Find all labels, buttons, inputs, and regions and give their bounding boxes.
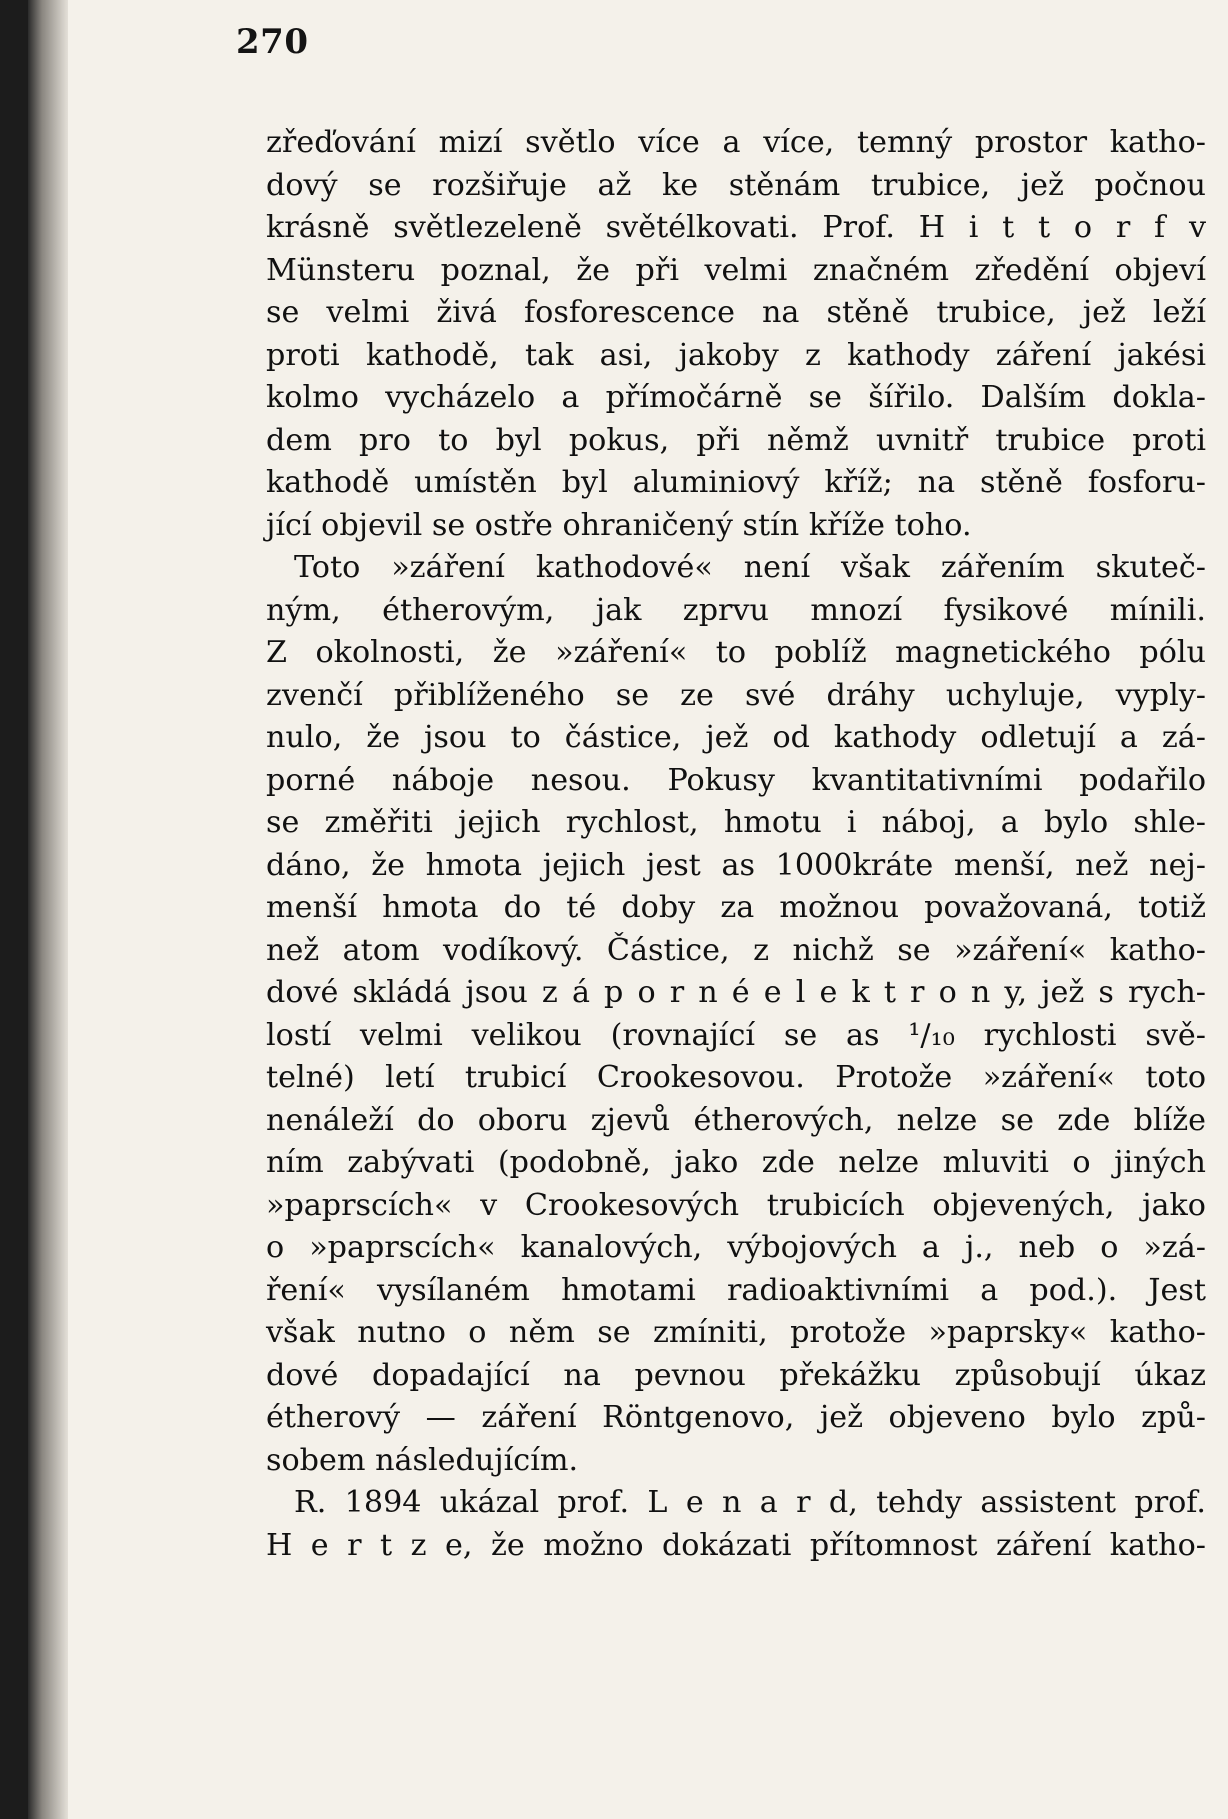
text-line: se změřiti jejich rychlost, hmotu i náboj, a bylo shle-	[266, 805, 1206, 840]
text-line: R. 1894 ukázal prof. L e n a r d, tehdy assistent prof.	[294, 1485, 1206, 1520]
text-line: telné) letí trubicí Crookesovou. Protože »záření« toto	[266, 1060, 1206, 1095]
text-line: lostí velmi velikou (rovnající se as ¹/₁₀ rychlosti svě-	[266, 1017, 1206, 1053]
text-line: nulo, že jsou to částice, jež od kathody odletují a zá-	[266, 720, 1206, 755]
text-line: sobem následujícím.	[266, 1442, 579, 1478]
binding-shadow	[28, 0, 68, 1819]
text-line: krásně světlezeleně světélkovati. Prof. H i t t o r f v	[266, 210, 1206, 245]
text-line: zřeďování mizí světlo více a více, temný prostor katho-	[266, 125, 1206, 160]
text-line: o »paprscích« kanalových, výbojových a j., neb o »zá-	[266, 1230, 1206, 1265]
text-line: dové skládá jsou z á p o r n é e l e k t r o n y, jež s rych-	[266, 975, 1206, 1010]
book-page	[28, 0, 1228, 1819]
paragraph	[266, 122, 1206, 547]
text-line: zvenčí přiblíženého se ze své dráhy uchyluje, vyply-	[266, 677, 1206, 713]
paragraph	[266, 1482, 1206, 1567]
text-line: porné náboje nesou. Pokusy kvantitativními podařilo	[266, 762, 1206, 798]
text-line: menší hmota do té doby za možnou považovaná, totiž	[266, 890, 1206, 925]
text-line: ním zabývati (podobně, jako zde nelze mluviti o jiných	[266, 1145, 1206, 1180]
text-line: Münsteru poznal, že při velmi značném zředění objeví	[266, 252, 1206, 288]
text-line: ření« vysílaném hmotami radioaktivními a pod.). Jest	[266, 1272, 1206, 1308]
text-line: proti kathodě, tak asi, jakoby z kathody záření jakési	[266, 337, 1206, 373]
text-line: Z okolnosti, že »záření« to poblíž magnetického pólu	[266, 635, 1206, 670]
text-line: dem pro to byl pokus, při němž uvnitř trubice proti	[266, 422, 1206, 458]
text-line: dový se rozšiřuje až ke stěnám trubice, jež počnou	[266, 167, 1206, 203]
text-line: však nutno o něm se zmíniti, protože »paprsky« katho-	[266, 1315, 1206, 1350]
paragraph	[266, 547, 1206, 1482]
text-line: dáno, že hmota jejich jest as 1000kráte menší, než nej-	[266, 847, 1206, 883]
text-line: H e r t z e, že možno dokázati přítomnost záření katho-	[266, 1527, 1206, 1563]
text-line: dové dopadající na pevnou překážku způsobují úkaz	[266, 1357, 1206, 1393]
text-line: étherový — záření Röntgenovo, jež objeveno bylo způ-	[266, 1400, 1206, 1435]
text-line: než atom vodíkový. Částice, z nichž se »záření« katho-	[266, 932, 1206, 968]
text-line: »paprscích« v Crookesových trubicích objevených, jako	[266, 1187, 1206, 1223]
text-line: kathodě umístěn byl aluminiový kříž; na stěně fosforu-	[266, 465, 1206, 500]
text-line: Toto »záření kathodové« není však zářením skuteč-	[294, 550, 1206, 585]
text-line: nenáleží do oboru zjevů étherových, nelze se zde blíže	[266, 1102, 1206, 1138]
page-number: 270	[236, 22, 309, 62]
body-text	[266, 122, 1206, 1567]
text-line: ným, étherovým, jak zprvu mnozí fysikové mínili.	[266, 592, 1206, 628]
text-line: kolmo vycházelo a přímočárně se šířilo. Dalším dokla-	[266, 380, 1206, 415]
text-line: se velmi živá fosforescence na stěně trubice, jež leží	[266, 295, 1206, 330]
text-line: jící objevil se ostře ohraničený stín kříže toho.	[266, 507, 972, 543]
